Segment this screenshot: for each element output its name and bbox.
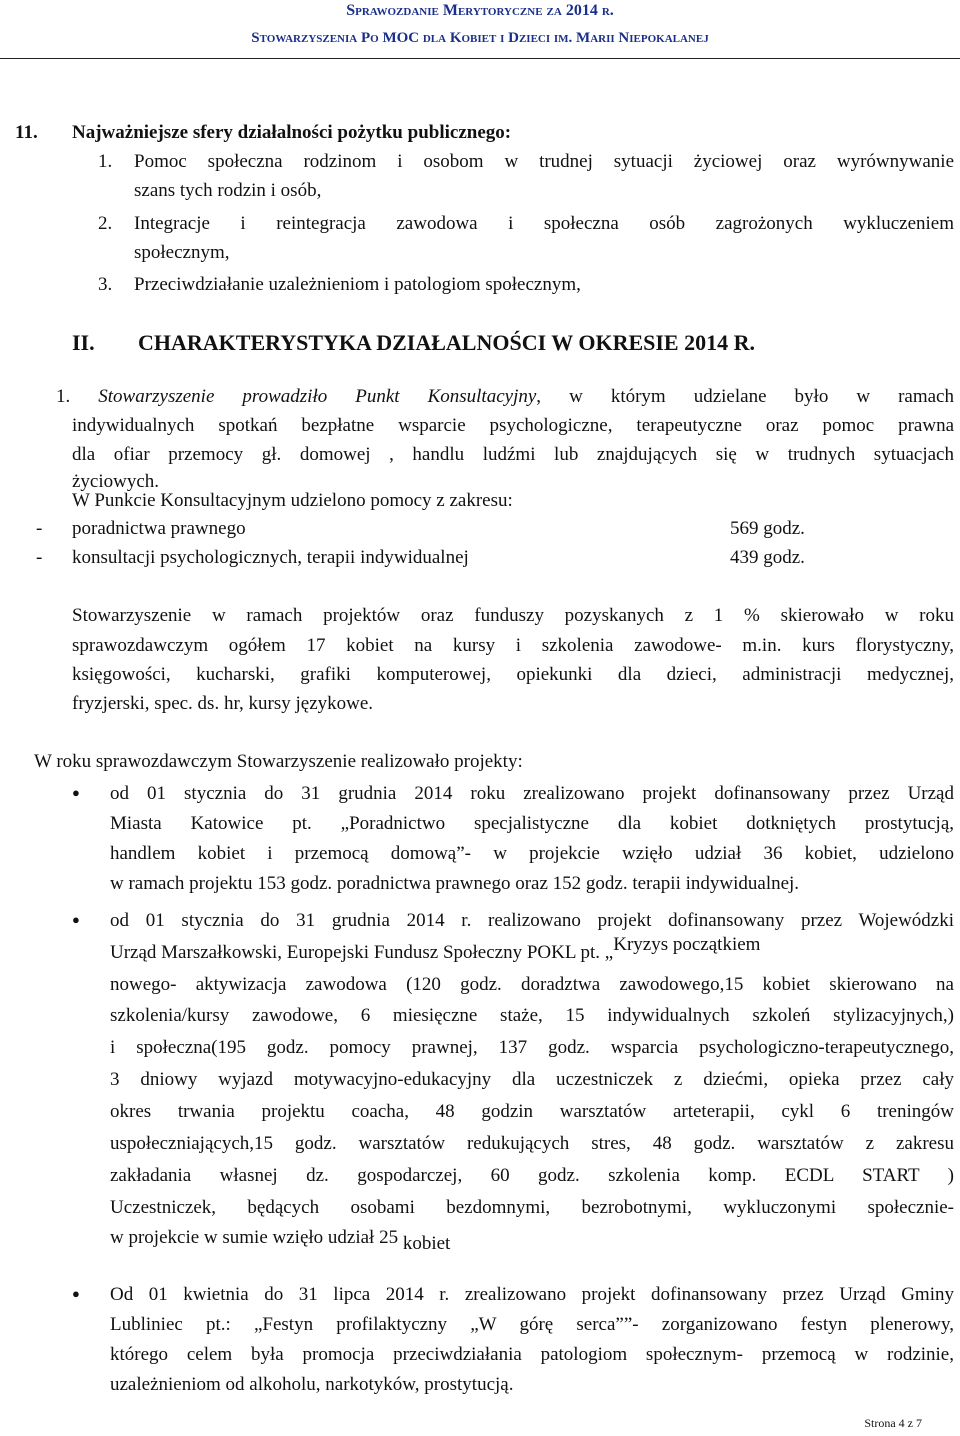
project-text-lowered: kobiet — [402, 1233, 451, 1254]
project-line: którego celem była promocja przeciwdziałania patologiom społecznym- przemocą w rodzinie, — [110, 1344, 954, 1365]
list-item-number: 3. — [98, 274, 113, 295]
paragraph-line: W Punkcie Konsultacyjnym udzielono pomocy z zakresu: — [72, 490, 513, 511]
project-line — [110, 934, 954, 967]
service-label: poradnictwa prawnego — [72, 518, 246, 539]
project-text: w projekcie w sumie wzięło udział 25 — [110, 1227, 399, 1248]
paragraph-line: fryzjerski, spec. ds. hr, kursy językowe. — [72, 693, 374, 714]
project-line: handlem kobiet i przemocą domową”- w projekcie wzięło udział 36 kobiet, udzielono — [110, 843, 954, 864]
italic-phrase: Stowarzyszenie prowadziło Punkt Konsultacyjny — [98, 386, 537, 407]
project-line: i społeczna(195 godz. pomocy prawnej, 137 godz. wsparcia psychologiczno-terapeutycznego, — [110, 1037, 954, 1058]
dash-marker: - — [36, 547, 43, 568]
project-line: Uczestniczek, będących osobami bezdomnymi, bezrobotnymi, wykluczonymi społecznie- — [110, 1197, 954, 1218]
project-line: okres trwania projektu coacha, 48 godzin warsztatów arteterapii, cykl 6 treningów — [110, 1101, 954, 1122]
paragraph-line — [56, 382, 954, 411]
dash-marker: - — [36, 518, 43, 539]
section-2-title: CHARAKTERYSTYKA DZIAŁALNOŚCI W OKRESIE 2014 R. — [138, 330, 755, 355]
paragraph-line: życiowych. — [72, 471, 160, 492]
paragraph-line: sprawozdawczym ogółem 17 kobiet na kursy i szkolenia zawodowe- m.in. kurs florystyczny, — [72, 635, 954, 656]
bullet-icon: ● — [72, 912, 80, 927]
paragraph-line: księgowości, kucharski, grafiki komputerowej, opiekunki dla dzieci, administracji medycznej, — [72, 664, 954, 685]
project-line: w ramach projektu 153 godz. poradnictwa prawnego oraz 152 godz. terapii indywidualnej. — [110, 873, 800, 894]
project-line: szkolenia/kursy zawodowe, 6 miesięczne staże, 15 indywidualnych szkoleń stylizacyjnych,) — [110, 1005, 954, 1026]
project-title-raised: Kryzys początkiem — [613, 934, 761, 955]
project-line: Miasta Katowice pt. „Poradnictwo specjalistyczne dla kobiet dotkniętych prostytucją, — [110, 813, 954, 834]
paragraph-text: , w którym udzielane było w ramach — [536, 386, 954, 407]
section-11-number: 11. — [15, 122, 38, 143]
project-line — [110, 1223, 450, 1252]
service-label: konsultacji psychologicznych, terapii indywidualnej — [72, 547, 469, 568]
list-item-number: 1. — [98, 151, 113, 172]
project-line: od 01 stycznia do 31 grudnia 2014 roku zrealizowano projekt dofinansowany przez Urząd — [110, 783, 954, 804]
list-item-text: społecznym, — [134, 242, 230, 263]
section-2-number: II. — [72, 330, 95, 355]
project-line: Lubliniec pt.: „Festyn profilaktyczny „W górę serca””- zorganizowano festyn plenerowy, — [110, 1314, 954, 1335]
list-item-text: szans tych rodzin i osób, — [134, 180, 322, 201]
paragraph-line: indywidualnych spotkań bezpłatne wsparcie psychologiczne, terapeutyczne oraz pomoc prawna — [72, 415, 954, 436]
project-text: Urząd Marszałkowski, Europejski Fundusz Społeczny POKL pt. „ — [110, 942, 614, 963]
list-item-text: Pomoc społeczna rodzinom i osobom w trudnej sytuacji życiowej oraz wyrównywanie — [134, 151, 954, 172]
projects-intro: W roku sprawozdawczym Stowarzyszenie realizowało projekty: — [34, 751, 523, 772]
header-rule — [0, 58, 960, 59]
list-item-text: Integracje i reintegracja zawodowa i społeczna osób zagrożonych wykluczeniem — [134, 213, 954, 234]
point-number: 1. — [56, 386, 71, 407]
bullet-icon: ● — [72, 785, 80, 800]
list-item-number: 2. — [98, 213, 113, 234]
project-line: Od 01 kwietnia do 31 lipca 2014 r. zrealizowano projekt dofinansowany przez Urząd Gminy — [110, 1284, 954, 1305]
project-line: 3 dniowy wyjazd motywacyjno-edukacyjny dla uczestniczek z dziećmi, opieka przez cały — [110, 1069, 954, 1090]
project-line: uspołeczniających,15 godz. warsztatów redukujących stres, 48 godz. warsztatów z zakresu — [110, 1133, 954, 1154]
list-item-text: Przeciwdziałanie uzależnieniom i patologiom społecznym, — [134, 274, 581, 295]
paragraph-line: Stowarzyszenie w ramach projektów oraz funduszy pozyskanych z 1 % skierowało w roku — [72, 605, 954, 626]
service-hours: 439 godz. — [730, 547, 805, 568]
organization-name: Stowarzyszenia Po MOC dla Kobiet i Dzieci im. Marii Niepokalanej — [251, 30, 709, 46]
project-line: nowego- aktywizacja zawodowa (120 godz. doradztwa zawodowego,15 kobiet skierowano na — [110, 974, 954, 995]
paragraph-line: dla ofiar przemocy gł. domowej , handlu ludźmi lub znajdujących się w trudnych sytuacjach — [72, 444, 954, 465]
section-11-title: Najważniejsze sfery działalności pożytku publicznego: — [72, 122, 512, 143]
bullet-icon: ● — [72, 1286, 80, 1301]
project-line: od 01 stycznia do 31 grudnia 2014 r. realizowano projekt dofinansowany przez Wojewódzki — [110, 910, 954, 931]
report-title: Sprawozdanie Merytoryczne za 2014 r. — [346, 2, 614, 19]
service-hours: 569 godz. — [730, 518, 805, 539]
project-line: zakładania własnej dz. gospodarczej, 60 godz. szkolenia komp. ECDL START ) — [110, 1165, 954, 1186]
page-number: Strona 4 z 7 — [864, 1416, 922, 1430]
project-line: uzależnieniom od alkoholu, narkotyków, prostytucją. — [110, 1374, 514, 1395]
